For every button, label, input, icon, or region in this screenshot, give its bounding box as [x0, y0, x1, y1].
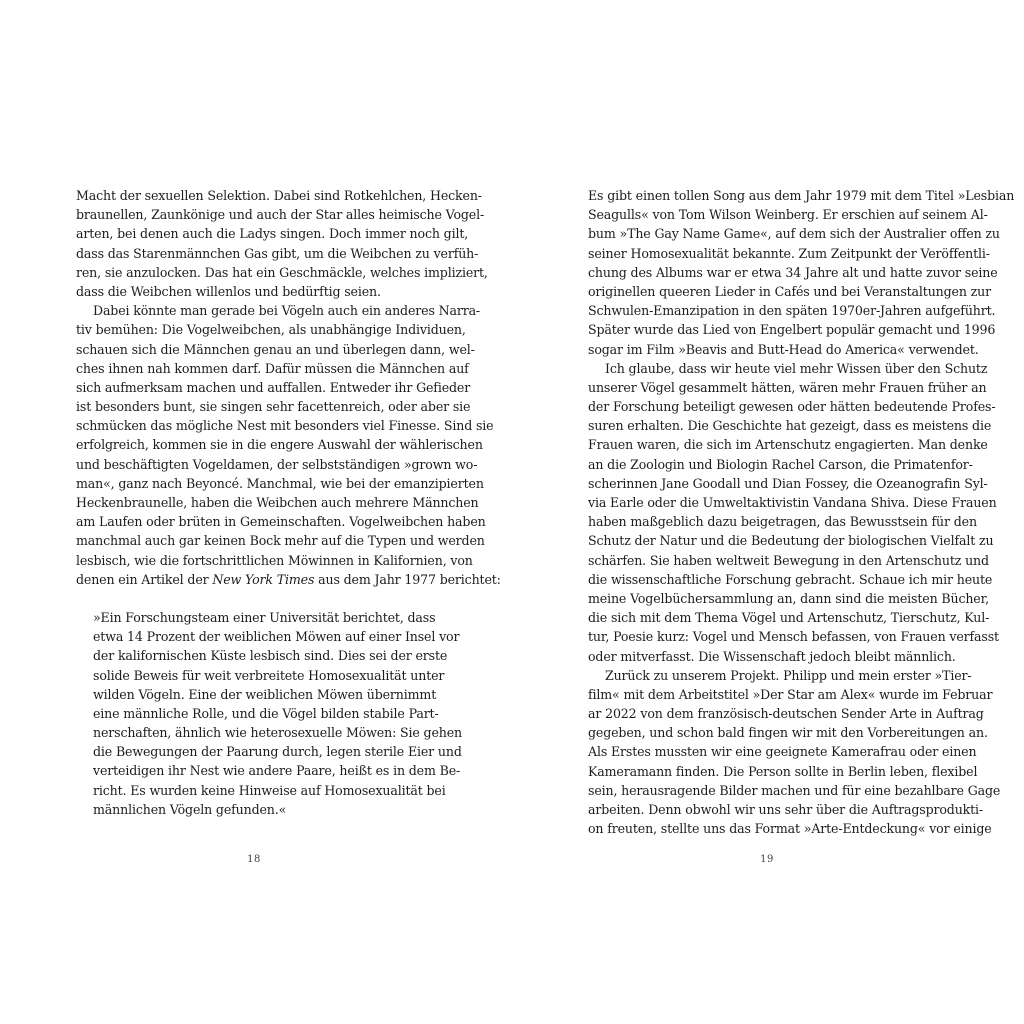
text-line: Es gibt einen tollen Song aus dem Jahr 1979 mit dem Titel »Lesbian — [588, 188, 1015, 203]
text-line: haben maßgeblich dazu beigetragen, das Bewusstsein für den — [588, 514, 977, 530]
quote-line: etwa 14 Prozent der weiblichen Möwen auf einer Insel vor — [93, 629, 460, 645]
text-line — [76, 570, 501, 589]
text-line: film« mit dem Arbeitstitel »Der Star am Alex« wurde im Februar — [588, 686, 993, 702]
text-line: tiv bemühen: Die Vogelweibchen, als unabhängige Individuen, — [76, 322, 466, 338]
text-line: Macht der sexuellen Selektion. Dabei sind Rotkehlchen, Hecken- — [76, 188, 482, 203]
text-segment: aus dem Jahr 1977 berichtet: — [314, 571, 501, 587]
text-line: unserer Vögel gesammelt hätten, wären mehr Frauen früher an — [588, 379, 987, 395]
page-number-right: 19 — [760, 854, 774, 865]
quote-line: richt. Es wurden keine Hinweise auf Homosexualität bei — [93, 782, 446, 798]
text-line: die sich mit dem Thema Vögel und Artenschutz, Tierschutz, Kul- — [588, 610, 990, 626]
text-line: Frauen waren, die sich im Artenschutz engagierten. Man denke — [588, 437, 988, 453]
text-line: Dabei könnte man gerade bei Vögeln auch ein anderes Narra- — [93, 303, 481, 319]
quote-line: nerschaften, ähnlich wie heterosexuelle Möwen: Sie gehen — [93, 725, 462, 741]
quote-line: »Ein Forschungsteam einer Universität berichtet, dass — [93, 609, 436, 625]
text-line: Schutz der Natur und die Bedeutung der biologischen Vielfalt zu — [588, 533, 994, 549]
quote-line: eine männliche Rolle, und die Vögel bilden stabile Part- — [93, 705, 439, 721]
text-line: Schwulen-Emanzipation in den späten 1970er-Jahren aufgeführt. — [588, 303, 996, 319]
right-page-body — [588, 186, 1015, 838]
text-line: bum »The Gay Name Game«, auf dem sich der Australier offen zu — [588, 226, 1000, 242]
left-page — [76, 186, 501, 819]
text-line: Kameramann finden. Die Person sollte in Berlin leben, flexibel — [588, 763, 978, 779]
publication-title: New York Times — [212, 571, 315, 587]
text-line: chung des Albums war er etwa 34 Jahre alt und hatte zuvor seine — [588, 264, 998, 280]
text-line: via Earle oder die Umweltaktivistin Vandana Shiva. Diese Frauen — [588, 495, 997, 510]
text-line: Seagulls« von Tom Wilson Weinberg. Er erschien auf seinem Al- — [588, 207, 988, 223]
text-line: Ich glaube, dass wir heute viel mehr Wissen über den Schutz — [605, 360, 988, 376]
text-line: manchmal auch gar keinen Bock mehr auf die Typen und werden — [76, 533, 485, 549]
text-line: Als Erstes mussten wir eine geeignete Kamerafrau oder einen — [588, 744, 977, 760]
text-line: und beschäftigten Vogeldamen, der selbstständigen »grown wo- — [76, 456, 478, 472]
text-line: erfolgreich, kommen sie in die engere Auswahl der wählerischen — [76, 437, 483, 453]
text-line: oder mitverfasst. Die Wissenschaft jedoch bleibt männlich. — [588, 648, 956, 664]
text-line: schärfen. Sie haben weltweit Bewegung in den Artenschutz und — [588, 552, 989, 568]
text-line: dass das Starenmännchen Gas gibt, um die Weibchen zu verfüh- — [76, 245, 479, 261]
quote-line: wilden Vögeln. Eine der weiblichen Möwen übernimmt — [93, 686, 437, 702]
text-line: schauen sich die Männchen genau an und überlegen dann, wel- — [76, 341, 475, 357]
text-line: am Laufen oder brüten in Gemeinschaften. Vogelweibchen haben — [76, 514, 486, 530]
text-line: die wissenschaftliche Forschung gebracht. Schaue ich mir heute — [588, 571, 993, 587]
text-line: sich aufmerksam machen und auffallen. Entweder ihr Gefieder — [76, 379, 471, 395]
text-line: braunellen, Zaunkönige und auch der Star alles heimische Vogel- — [76, 207, 485, 223]
page-number-left: 18 — [247, 854, 261, 865]
text-line: ches ihnen nah kommen darf. Dafür müssen die Männchen auf — [76, 360, 469, 376]
text-line: an die Zoologin und Biologin Rachel Carson, die Primatenfor- — [588, 456, 973, 472]
block-quote — [76, 608, 462, 819]
text-line: ren, sie anzulocken. Das hat ein Geschmäckle, welches impliziert, — [76, 264, 488, 280]
text-line: seiner Homosexualität bekannte. Zum Zeitpunkt der Veröffentli- — [588, 245, 990, 261]
text-line: arbeiten. Denn obwohl wir uns sehr über die Auftragsprodukti- — [588, 802, 984, 817]
text-line: ar 2022 von dem französisch-deutschen Sender Arte in Auftrag — [588, 706, 984, 722]
quote-line: der kalifornischen Küste lesbisch sind. Dies sei der erste — [93, 648, 448, 664]
text-line: sogar im Film »Beavis and Butt-Head do America« verwendet. — [588, 341, 979, 357]
text-line: scherinnen Jane Goodall und Dian Fossey, die Ozeanografin Syl- — [588, 475, 988, 491]
right-page — [588, 186, 1015, 838]
text-segment: denen ein Artikel der — [76, 571, 213, 587]
text-line: lesbisch, wie die fortschrittlichen Möwinnen in Kalifornien, von — [76, 552, 473, 568]
text-line: man«, ganz nach Beyoncé. Manchmal, wie bei der emanzipierten — [76, 475, 484, 491]
left-page-body — [76, 186, 501, 589]
text-line: suren erhalten. Die Geschichte hat gezeigt, dass es meistens die — [588, 418, 992, 434]
text-line: sein, herausragende Bilder machen und für eine bezahlbare Gage — [588, 782, 1001, 798]
text-line: Später wurde das Lied von Engelbert populär gemacht und 1996 — [588, 322, 996, 338]
text-line: ist besonders bunt, sie singen sehr facettenreich, oder aber sie — [76, 399, 471, 415]
text-line: gegeben, und schon bald fingen wir mit den Vorbereitungen an. — [588, 725, 988, 741]
text-line: meine Vogelbüchersammlung an, dann sind die meisten Bücher, — [588, 590, 989, 606]
quote-line: die Bewegungen der Paarung durch, legen sterile Eier und — [93, 744, 462, 760]
text-line: arten, bei denen auch die Ladys singen. Doch immer noch gilt, — [76, 226, 469, 242]
quote-line: männlichen Vögeln gefunden.« — [93, 801, 287, 817]
text-line: on freuten, stellte uns das Format »Arte-Entdeckung« vor einige — [588, 821, 992, 837]
text-line: originellen queeren Lieder in Cafés und bei Veranstaltungen zur — [588, 283, 991, 299]
text-line: schmücken das mögliche Nest mit besonders viel Finesse. Sind sie — [76, 418, 494, 434]
text-line: der Forschung beteiligt gewesen oder hätten bedeutende Profes- — [588, 399, 996, 415]
quote-line: verteidigen ihr Nest wie andere Paare, heißt es in dem Be- — [93, 763, 461, 779]
text-line: dass die Weibchen willenlos und bedürftig seien. — [76, 283, 381, 299]
text-line: Zurück zu unserem Projekt. Philipp und mein erster »Tier- — [605, 667, 972, 683]
text-line: tur, Poesie kurz: Vogel und Mensch befassen, von Frauen verfasst — [588, 629, 999, 645]
text-line: Heckenbraunelle, haben die Weibchen auch mehrere Männchen — [76, 495, 479, 510]
quote-line: solide Beweis für weit verbreitete Homosexualität unter — [93, 667, 445, 683]
